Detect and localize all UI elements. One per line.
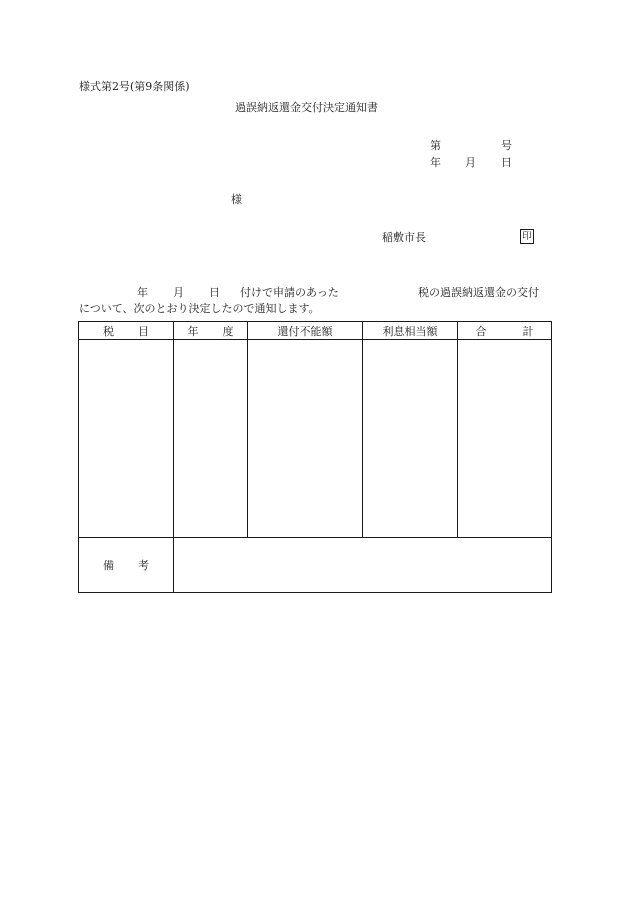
body-day-label: 日 [209,286,220,299]
body-text-line-1 [79,286,551,300]
cell-non-refundable-amount[interactable] [248,340,363,538]
form-number: 様式第2号(第9条関係) [79,80,190,93]
header-tax-item: 税 目 [79,322,174,340]
remarks-row [79,538,552,593]
table-header-row [79,322,552,340]
body-text-line-2: について、次のとおり決定したので通知します。 [79,302,320,315]
date-day-label: 日 [501,156,512,169]
cell-total[interactable] [458,340,552,538]
date-year-label: 年 [430,156,441,169]
header-total: 合 計 [458,322,552,340]
issue-number-label: 第 [430,139,441,152]
cell-tax-item[interactable] [79,340,174,538]
issue-number-suffix: 号 [501,139,512,152]
body-month-label: 月 [173,286,184,299]
date-month-label: 月 [465,156,476,169]
remarks-label: 備 考 [79,538,174,593]
body-application-phrase: 付けで申請のあった [240,286,339,299]
seal-mark: 印 [520,229,534,244]
sender-name: 稲敷市長 [382,231,426,244]
header-fiscal-year: 年 度 [174,322,248,340]
cell-interest-amount[interactable] [363,340,458,538]
cell-fiscal-year[interactable] [174,340,248,538]
body-tax-phrase: 税の過誤納返還金の交付 [418,286,539,299]
document-title: 過誤納返還金交付決定通知書 [235,101,378,114]
remarks-field[interactable] [174,538,552,593]
table-row [79,340,552,538]
addressee-honorific: 様 [231,193,242,206]
body-year-label: 年 [137,286,148,299]
refund-table [78,321,552,593]
header-non-refundable-amount: 還付不能額 [248,322,363,340]
header-interest-amount: 利息相当額 [363,322,458,340]
